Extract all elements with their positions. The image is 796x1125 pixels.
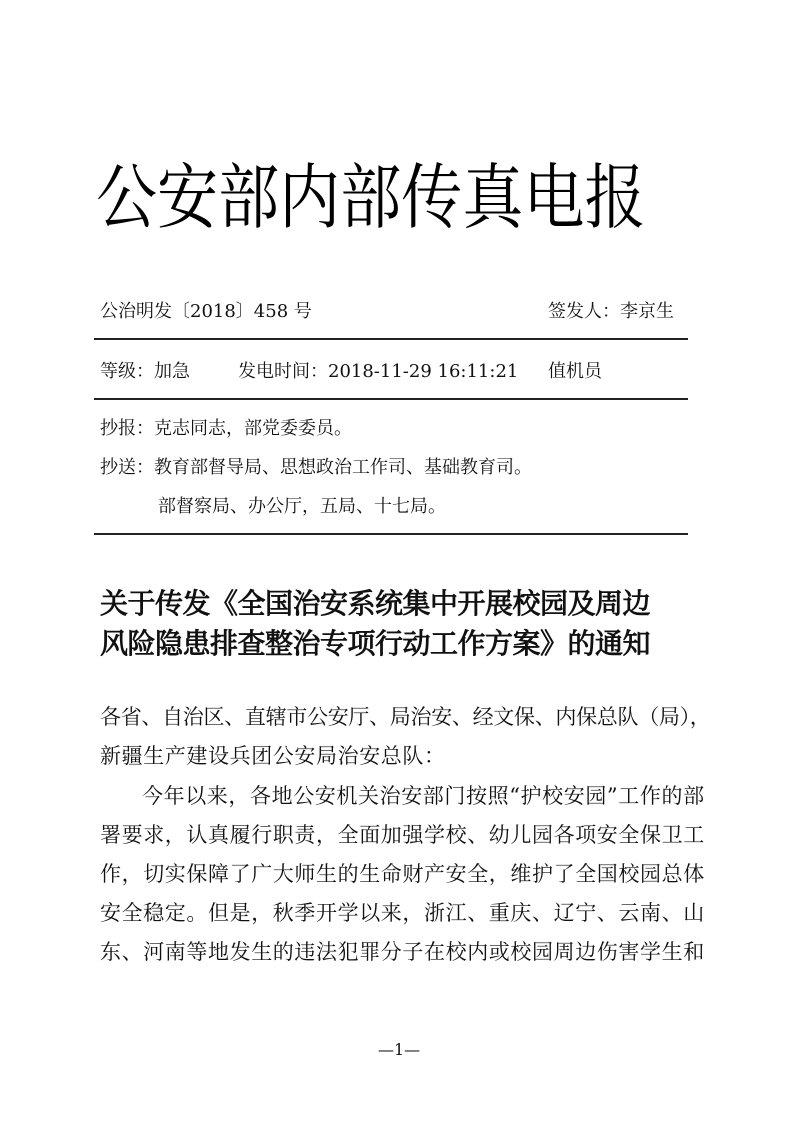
cc-send-line-1: 抄送：教育部督导局、思想政治工作司、基础教育司。 — [100, 457, 532, 478]
signer: 签发人：李京生 — [548, 301, 674, 322]
addressee-line-1: 各省、自治区、直辖市公安厅、局治安、经文保、内保总队（局）， — [100, 705, 711, 729]
divider-1 — [94, 338, 688, 340]
body-line-2: 署要求，认真履行职责，全面加强学校、幼儿园各项安全保卫工 — [100, 823, 705, 847]
body-line-5: 东、河南等地发生的违法犯罪分子在校内或校园周边伤害学生和 — [100, 940, 705, 964]
document-number: 公治明发〔2018〕458 号 — [100, 301, 312, 322]
notice-heading-line-2: 风险隐患排查整治专项行动工作方案》的通知 — [100, 627, 651, 660]
addressee-line-2: 新疆生产建设兵团公安局治安总队： — [100, 744, 446, 768]
page-number: —1— — [378, 1040, 421, 1059]
cc-report: 抄报：克志同志，部党委委员。 — [100, 418, 352, 439]
cc-send-line-2: 部督察局、办公厅，五局、十七局。 — [158, 496, 446, 517]
body-line-4: 安全稳定。但是，秋季开学以来，浙江、重庆、辽宁、云南、山 — [100, 901, 705, 925]
divider-2 — [94, 398, 688, 400]
divider-3 — [94, 533, 688, 535]
body-line-1: 今年以来，各地公安机关治安部门按照“护校安园”工作的部 — [142, 784, 705, 808]
body-line-3: 作，切实保障了广大师生的生命财产安全，维护了全国校园总体 — [100, 862, 705, 886]
document-title: 公安部内部传真电报 — [96, 156, 646, 239]
notice-heading-line-1: 关于传发《全国治安系统集中开展校园及周边 — [100, 587, 651, 620]
priority-level: 等级：加急 — [100, 361, 190, 382]
send-time: 发电时间：2018-11-29 16:11:21 — [238, 361, 519, 382]
operator-label: 值机员 — [548, 361, 602, 382]
